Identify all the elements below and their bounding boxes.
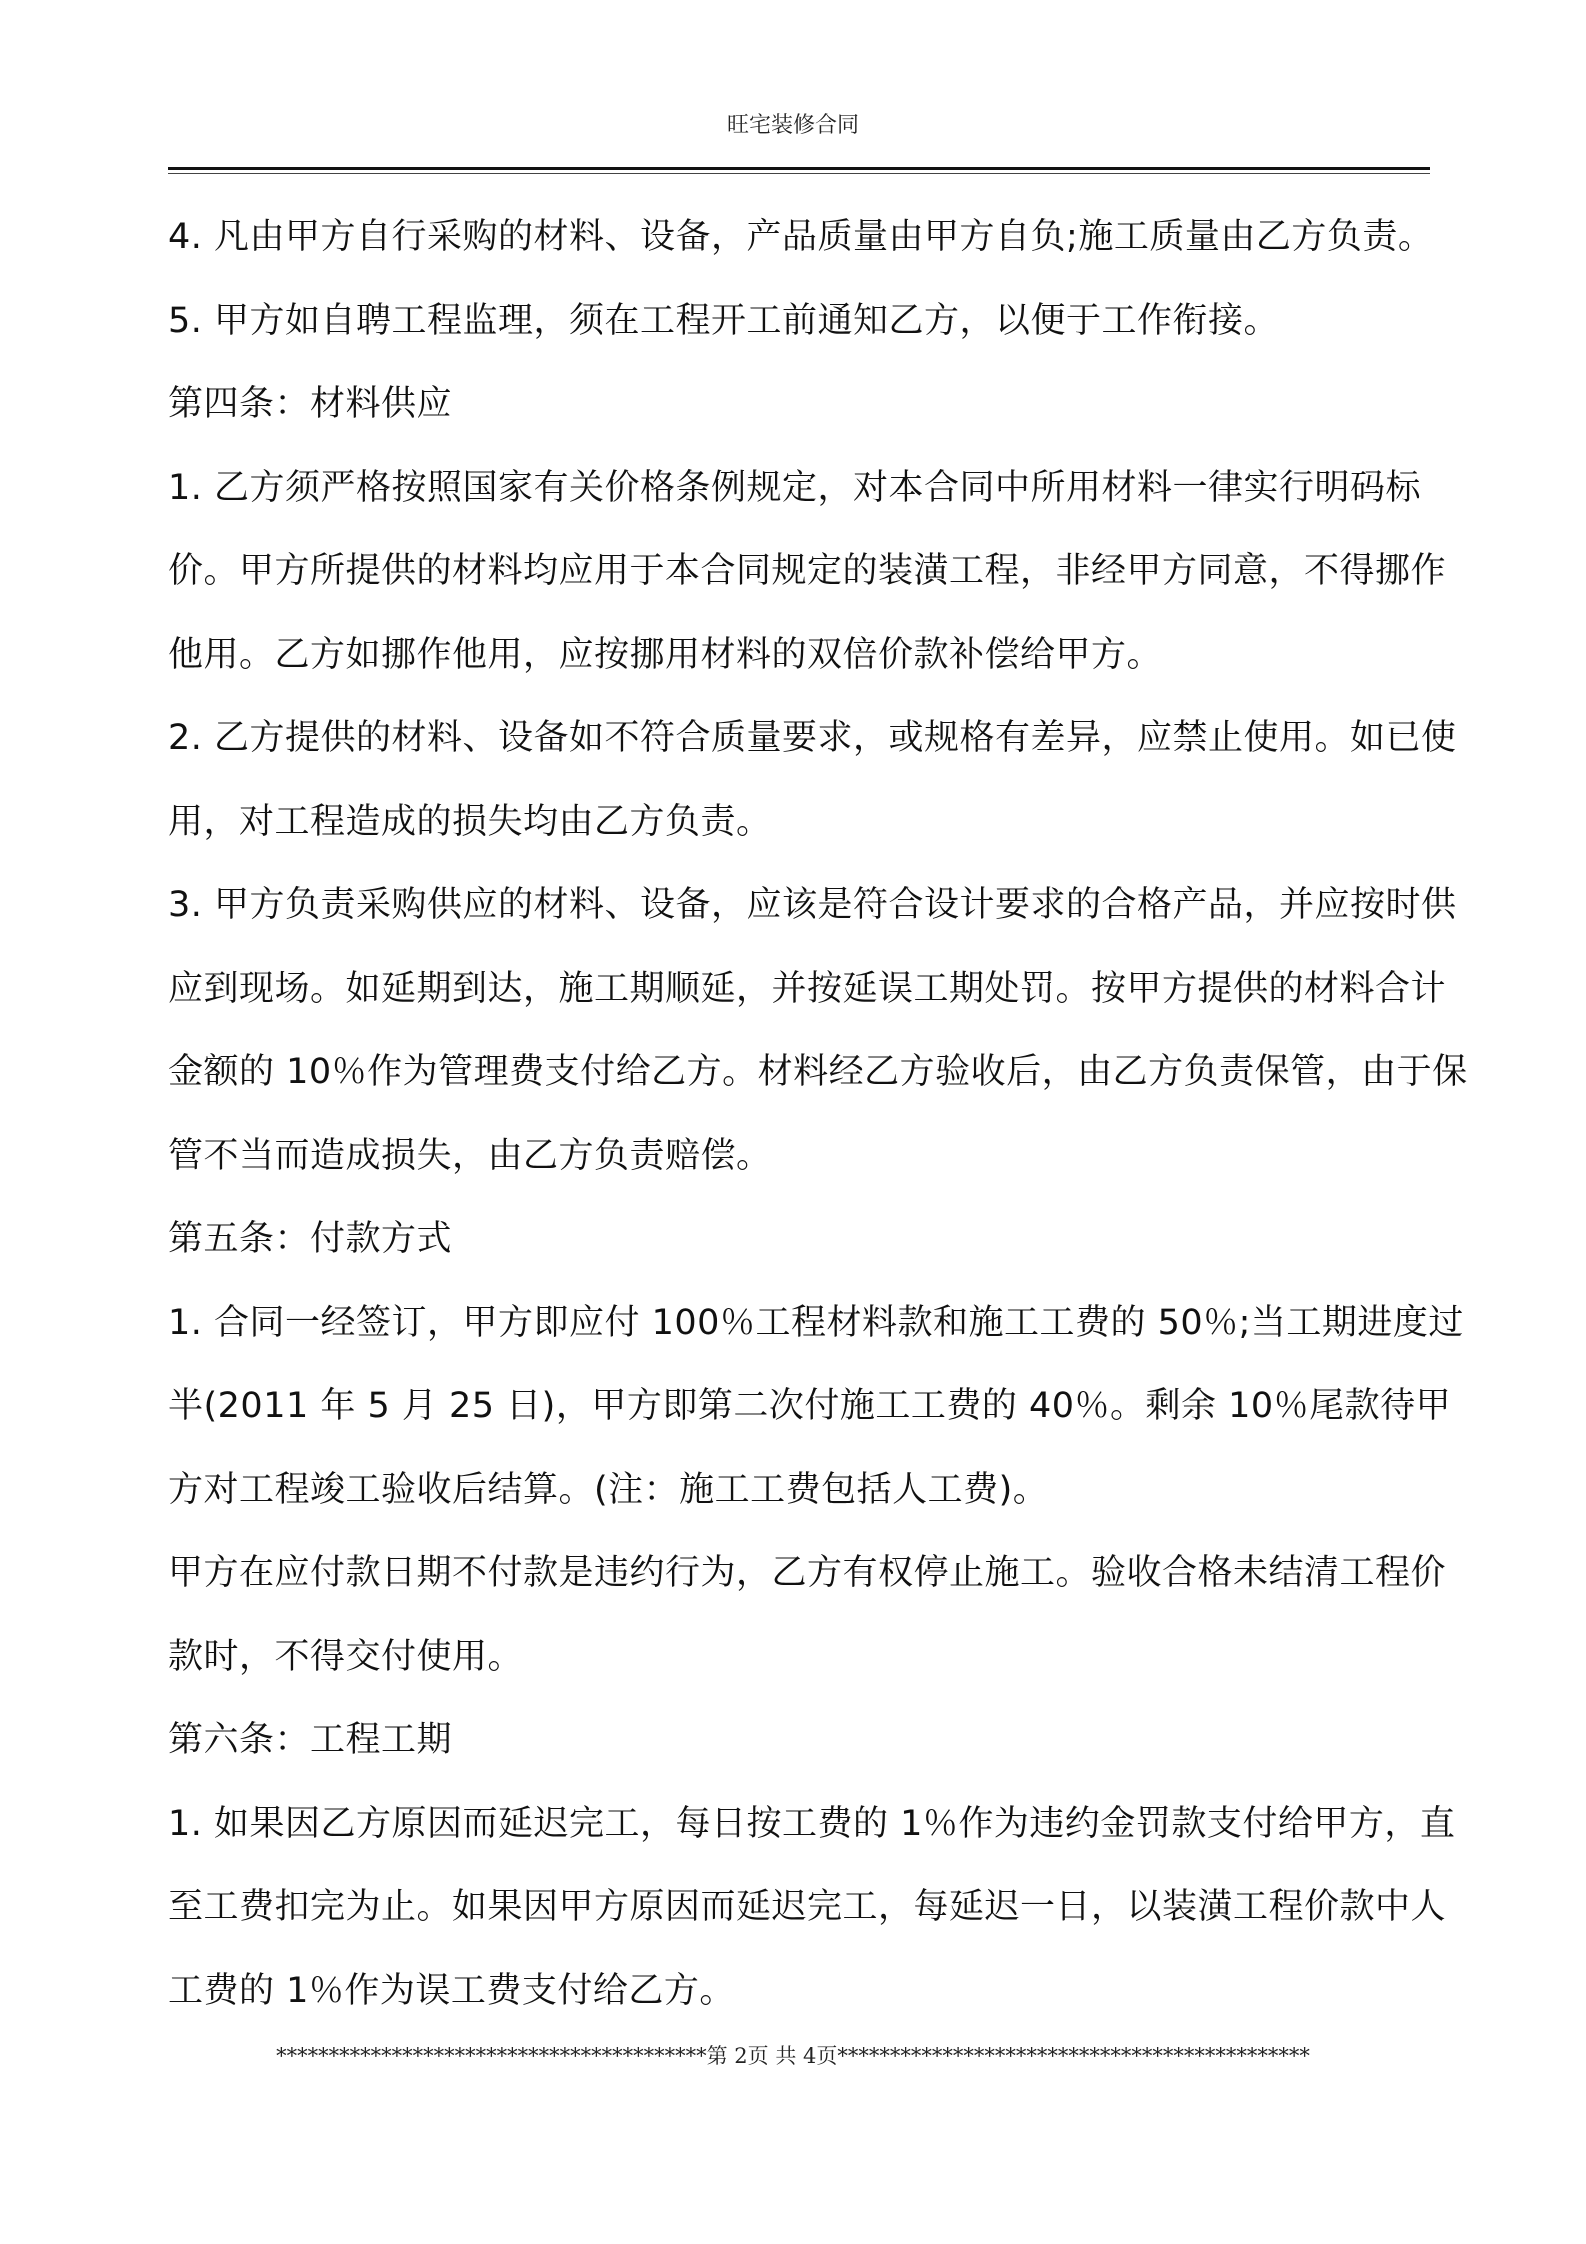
document-body — [168, 196, 1478, 2033]
page-footer: *****************************************第 2页 共 4页********************************************* — [276, 2044, 1310, 2068]
section-heading: 第五条：付款方式 — [168, 1219, 453, 1259]
clause-paragraph: 甲方在应付款日期不付款是违约行为，乙方有权停止施工。验收合格未结清工程价款时，不得交付使用。 — [168, 1553, 1447, 1677]
clause-paragraph: 5. 甲方如自聘工程监理，须在工程开工前通知乙方，以便于工作衔接。 — [168, 300, 1280, 341]
header-rule-thin — [168, 173, 1430, 174]
document-header-title: 旺宅装修合同 — [726, 113, 859, 138]
clause-paragraph: 2. 乙方提供的材料、设备如不符合质量要求，或规格有差异，应禁止使用。如已使用，对工程造成的损失均由乙方负责。 — [168, 718, 1457, 842]
clause-paragraph: 1. 合同一经签订，甲方即应付 100％工程材料款和施工工费的 50％;当工期进度过半(2011 年 5 月 25 日)，甲方即第二次付施工工费的 40％。剩余 10％尾款待甲方对工程竣工验收后结算。(注：施工工费包括人工费)。 — [168, 1302, 1464, 1510]
clause-paragraph: 3. 甲方负责采购供应的材料、设备，应该是符合设计要求的合格产品，并应按时供应到现场。如延期到达，施工期顺延，并按延误工期处罚。按甲方提供的材料合计金额的 10％作为管理费支付给乙方。材料经乙方验收后，由乙方负责保管，由于保管不当而造成损失，由乙方负责赔偿。 — [168, 885, 1468, 1176]
clause-paragraph: 1. 乙方须严格按照国家有关价格条例规定，对本合同中所用材料一律实行明码标价。甲方所提供的材料均应用于本合同规定的装潢工程，非经甲方同意，不得挪作他用。乙方如挪作他用，应按挪用材料的双倍价款补偿给甲方。 — [168, 467, 1447, 675]
clause-paragraph: 4. 凡由甲方自行采购的材料、设备，产品质量由甲方自负;施工质量由乙方负责。 — [168, 217, 1434, 257]
header-rule — [168, 167, 1430, 170]
clause-paragraph: 1. 如果因乙方原因而延迟完工，每日按工费的 1％作为违约金罚款支付给甲方，直至工费扣完为止。如果因甲方原因而延迟完工，每延迟一日，以装潢工程价款中人工费的 1％作为误工费支付给乙方。 — [168, 1803, 1456, 2011]
section-heading: 第四条：材料供应 — [168, 384, 453, 424]
section-heading: 第六条：工程工期 — [168, 1720, 453, 1760]
